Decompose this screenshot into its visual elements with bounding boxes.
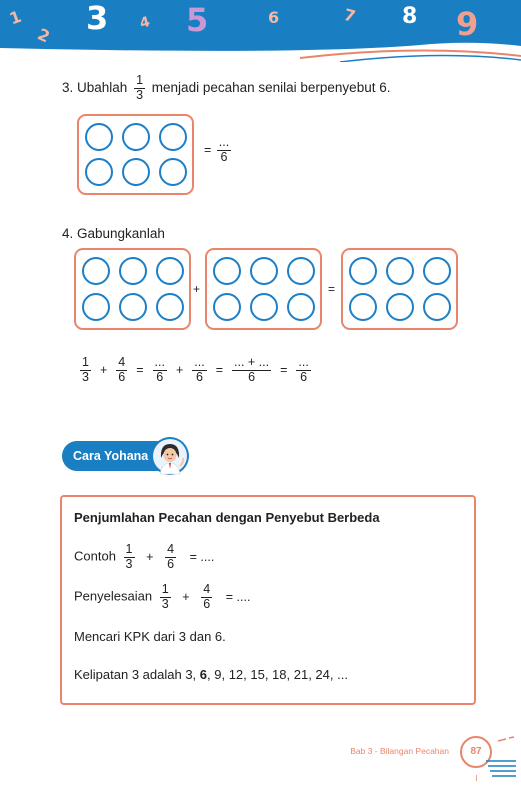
header-number-2: 2 bbox=[34, 24, 53, 47]
q4-eq-operator: + bbox=[99, 363, 108, 378]
circle bbox=[156, 293, 184, 321]
q3-fraction bbox=[134, 74, 145, 103]
frac-den: 6 bbox=[156, 369, 164, 384]
q4-plus: + bbox=[193, 282, 201, 296]
frac-num: ... bbox=[298, 355, 309, 369]
q4-eq-fraction bbox=[232, 356, 271, 385]
frac-num: 4 bbox=[203, 582, 211, 596]
q4-equation bbox=[80, 356, 311, 385]
q3-equals: = bbox=[204, 143, 212, 158]
q4-equals: = bbox=[328, 282, 336, 296]
q4-eq-operator: = bbox=[280, 363, 288, 378]
frac-den: 6 bbox=[167, 556, 175, 571]
q4-box-middle bbox=[205, 248, 322, 330]
circle bbox=[213, 257, 241, 285]
circle bbox=[287, 293, 315, 321]
q4-eq-fraction bbox=[153, 356, 167, 385]
q4-eq-fraction bbox=[296, 356, 310, 385]
contoh-plus: + bbox=[146, 550, 154, 565]
header-number-5: 5 bbox=[186, 1, 209, 39]
frac-num: 1 bbox=[161, 582, 169, 596]
q4-box-right bbox=[341, 248, 458, 330]
penyelesaian-line bbox=[74, 583, 255, 612]
circle bbox=[119, 257, 147, 285]
info-box bbox=[60, 495, 476, 705]
q3-ans-den: 6 bbox=[220, 149, 228, 164]
frac-num: 1 bbox=[82, 355, 89, 369]
q3-label: 3. Ubahlah bbox=[62, 79, 128, 95]
frac-num: ... bbox=[194, 355, 205, 369]
circle bbox=[82, 293, 110, 321]
circle bbox=[250, 257, 278, 285]
circle bbox=[386, 293, 414, 321]
peny-frac-2 bbox=[201, 583, 212, 612]
q4-eq-operator: + bbox=[175, 363, 184, 378]
frac-den: 6 bbox=[196, 369, 203, 384]
peny-equals: = .... bbox=[225, 590, 251, 605]
info-title: Penjumlahan Pecahan dengan Penyebut Berbeda bbox=[74, 510, 380, 525]
circle bbox=[386, 257, 414, 285]
kelipatan-post: , 9, 12, 15, 18, 21, 24, ... bbox=[207, 667, 348, 682]
circle bbox=[423, 257, 451, 285]
contoh-label: Contoh bbox=[74, 548, 116, 564]
circle bbox=[85, 123, 113, 151]
q4-label: 4. Gabungkanlah bbox=[62, 226, 165, 241]
kelipatan-pre: Kelipatan 3 adalah 3, bbox=[74, 667, 200, 682]
q4-box-left bbox=[74, 248, 191, 330]
peny-plus: + bbox=[182, 590, 190, 605]
contoh-frac-1 bbox=[124, 543, 135, 572]
frac-num: 4 bbox=[167, 542, 175, 556]
header-number-1: 1 bbox=[6, 6, 24, 29]
peny-frac-1 bbox=[160, 583, 171, 612]
kelipatan-line bbox=[74, 667, 348, 682]
q4-eq-operator: = bbox=[215, 363, 223, 378]
yohana-avatar bbox=[150, 436, 190, 476]
header-number-4: 4 bbox=[138, 14, 152, 32]
q4-eq-fraction bbox=[80, 356, 91, 385]
contoh-frac-2 bbox=[165, 543, 176, 572]
frac-den: 6 bbox=[118, 369, 126, 384]
q3-circle-box bbox=[77, 114, 194, 195]
frac-den: 3 bbox=[161, 596, 169, 611]
frac-num: 4 bbox=[118, 355, 126, 369]
circle bbox=[82, 257, 110, 285]
contoh-equals: = .... bbox=[189, 550, 215, 565]
header-number-9: 9 bbox=[456, 5, 479, 43]
q3-ans-num: ... bbox=[218, 135, 230, 149]
chapter-footer: Bab 3 - Bilangan Pecahan bbox=[350, 746, 449, 756]
q3-frac-num: 1 bbox=[136, 73, 144, 87]
circle bbox=[159, 123, 187, 151]
cara-yohana-label: Cara Yohana bbox=[62, 441, 170, 471]
header-wave bbox=[0, 0, 521, 62]
q4-eq-fraction bbox=[116, 356, 127, 385]
q3-answer bbox=[204, 136, 231, 165]
kelipatan-bold: 6 bbox=[199, 667, 208, 682]
q4-eq-operator: = bbox=[136, 363, 144, 378]
circle bbox=[85, 158, 113, 186]
q3-text: menjadi pecahan senilai berpenyebut 6. bbox=[151, 79, 391, 95]
circle bbox=[159, 158, 187, 186]
circle bbox=[423, 293, 451, 321]
frac-num: ... bbox=[154, 355, 165, 369]
page-number: 87 bbox=[460, 736, 492, 768]
circle bbox=[213, 293, 241, 321]
header-number-6: 6 bbox=[268, 8, 280, 27]
frac-den: 6 bbox=[248, 369, 256, 384]
q4-eq-fraction bbox=[192, 356, 206, 385]
girl-avatar-icon bbox=[150, 436, 190, 476]
header-number-8: 8 bbox=[402, 4, 418, 29]
q3-statement bbox=[62, 74, 390, 103]
circle bbox=[349, 257, 377, 285]
kpk-line: Mencari KPK dari 3 dan 6. bbox=[74, 629, 226, 644]
contoh-line bbox=[74, 543, 219, 572]
header-banner bbox=[0, 0, 521, 62]
circle bbox=[122, 158, 150, 186]
frac-den: 6 bbox=[203, 596, 211, 611]
circle bbox=[119, 293, 147, 321]
circle bbox=[250, 293, 278, 321]
circle bbox=[122, 123, 150, 151]
circle bbox=[156, 257, 184, 285]
circle bbox=[287, 257, 315, 285]
circle bbox=[349, 293, 377, 321]
header-number-3: 3 bbox=[86, 0, 109, 37]
penyelesaian-label: Penyelesaian bbox=[74, 588, 153, 604]
q3-answer-fraction bbox=[217, 136, 231, 165]
footer-decoration bbox=[476, 735, 516, 785]
frac-den: 3 bbox=[82, 369, 89, 384]
q3-frac-den: 3 bbox=[136, 87, 144, 102]
header-number-7: 7 bbox=[341, 4, 358, 27]
frac-den: 6 bbox=[300, 369, 308, 384]
frac-num: 1 bbox=[125, 542, 133, 556]
frac-den: 3 bbox=[125, 556, 133, 571]
frac-num: ... + ... bbox=[234, 355, 270, 369]
